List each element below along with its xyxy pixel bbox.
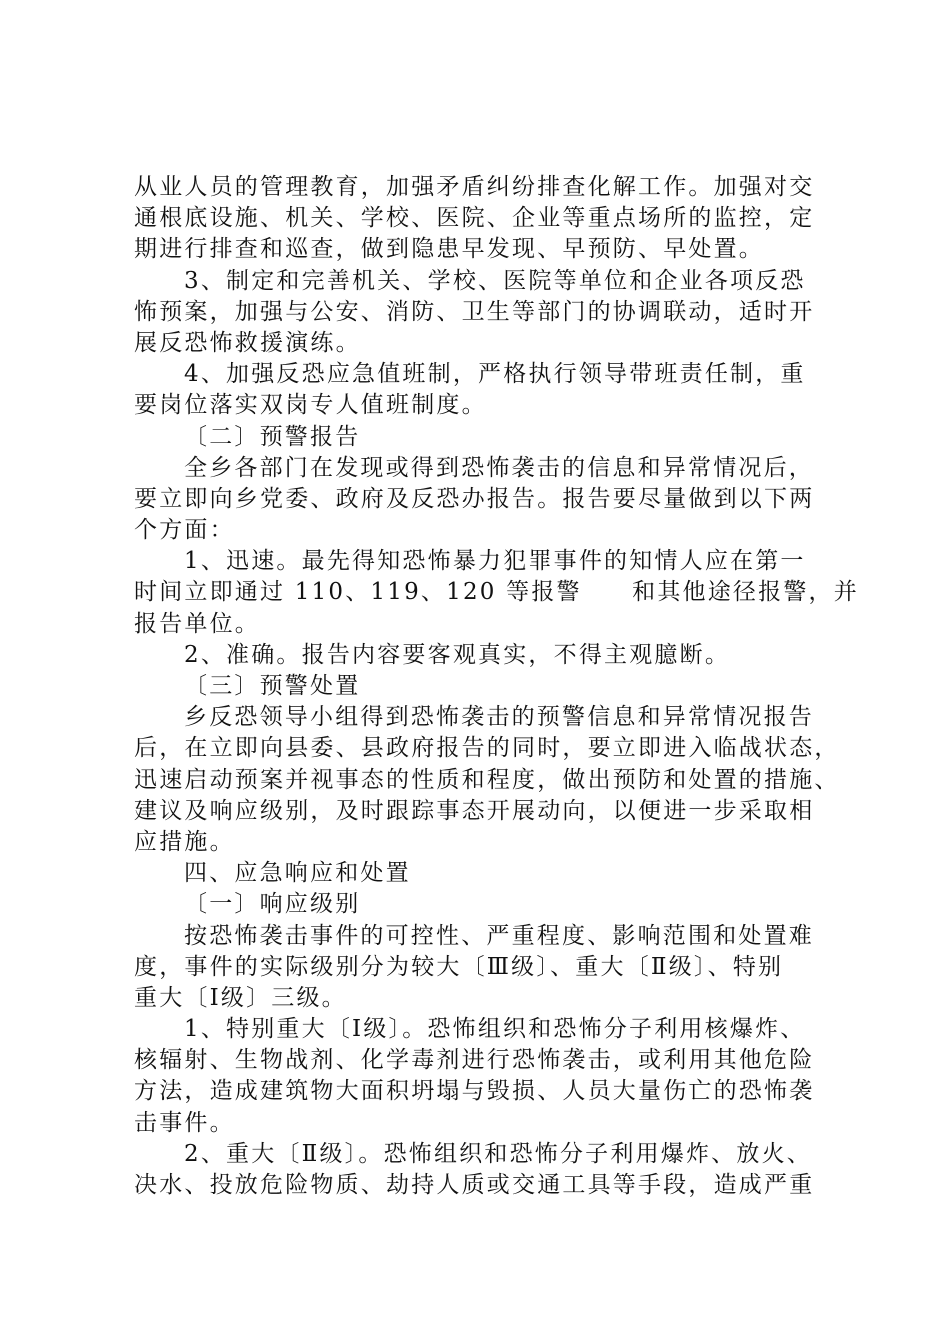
text-line: 报告单位。 (134, 610, 260, 637)
text-line: 全乡各部门在发现或得到恐怖袭击的信息和异常情况后， (184, 454, 814, 481)
text-line: 4、加强反恐应急值班制，严格执行领导带班责任制，重 (184, 361, 806, 388)
text-line: 建议及响应级别，及时跟踪事态开展动向，以便进一步采取相 (134, 797, 815, 824)
text-line: 按恐怖袭击事件的可控性、严重程度、影响范围和处置难 (184, 922, 814, 949)
text-line: 〔二〕预警报告 (184, 423, 361, 450)
text-line: 怖预案，加强与公安、消防、卫生等部门的协调联动，适时开 (134, 298, 815, 325)
document-body (134, 172, 859, 1201)
text-line: 期进行排查和巡查，做到隐患早发现、早预防、早处置。 (134, 236, 764, 263)
text-line: 核辐射、生物战剂、化学毒剂进行恐怖袭击，或利用其他危险 (134, 1047, 815, 1074)
text-line: 乡反恐领导小组得到恐怖袭击的预警信息和异常情况报告 (184, 704, 814, 731)
text-line: 2、准确。报告内容要客观真实，不得主观臆断。 (184, 641, 731, 668)
text-line: 2、重大〔Ⅱ级〕。恐怖组织和恐怖分子利用爆炸、放火、 (184, 1140, 812, 1167)
text-line: 后，在立即向县委、县政府报告的同时，要立即进入临战状态， (134, 735, 840, 762)
text-line: 决水、投放危险物质、劫持人质或交通工具等手段，造成严重 (134, 1172, 815, 1198)
text-line: 四、应急响应和处置 (184, 860, 411, 887)
text-line: 时间立即通过 110、119、120 等报警 和其他途径报警，并 (134, 579, 859, 606)
text-line: 迅速启动预案并视事态的性质和程度，做出预防和处置的措施、 (134, 766, 840, 793)
text-line: 〔一〕响应级别 (184, 891, 361, 918)
text-line: 通根底设施、机关、学校、医院、企业等重点场所的监控，定 (134, 205, 815, 232)
text-line: 击事件。 (134, 1109, 235, 1136)
text-line: 个方面： (134, 517, 235, 544)
text-line: 1、特别重大〔Ⅰ级〕。恐怖组织和恐怖分子利用核爆炸、 (184, 1016, 806, 1043)
text-line: 〔三〕预警处置 (184, 673, 361, 699)
text-line: 要岗位落实双岗专人值班制度。 (134, 392, 487, 419)
text-line: 从业人员的管理教育，加强矛盾纠纷排查化解工作。加强对交 (134, 174, 815, 200)
text-line: 重大〔Ⅰ级〕三级。 (134, 984, 347, 1011)
text-line: 度，事件的实际级别分为较大〔Ⅲ级〕、重大〔Ⅱ级〕、特别 (134, 953, 784, 980)
text-line: 应措施。 (134, 828, 235, 855)
text-line: 方法，造成建筑物大面积坍塌与毁损、人员大量伤亡的恐怖袭 (134, 1078, 815, 1105)
text-line: 展反恐怖救援演练。 (134, 329, 361, 356)
text-line: 1、迅速。最先得知恐怖暴力犯罪事件的知情人应在第一 (184, 548, 806, 575)
text-line: 要立即向乡党委、政府及反恐办报告。报告要尽量做到以下两 (134, 485, 815, 512)
text-line: 3、制定和完善机关、学校、医院等单位和企业各项反恐 (184, 267, 806, 294)
